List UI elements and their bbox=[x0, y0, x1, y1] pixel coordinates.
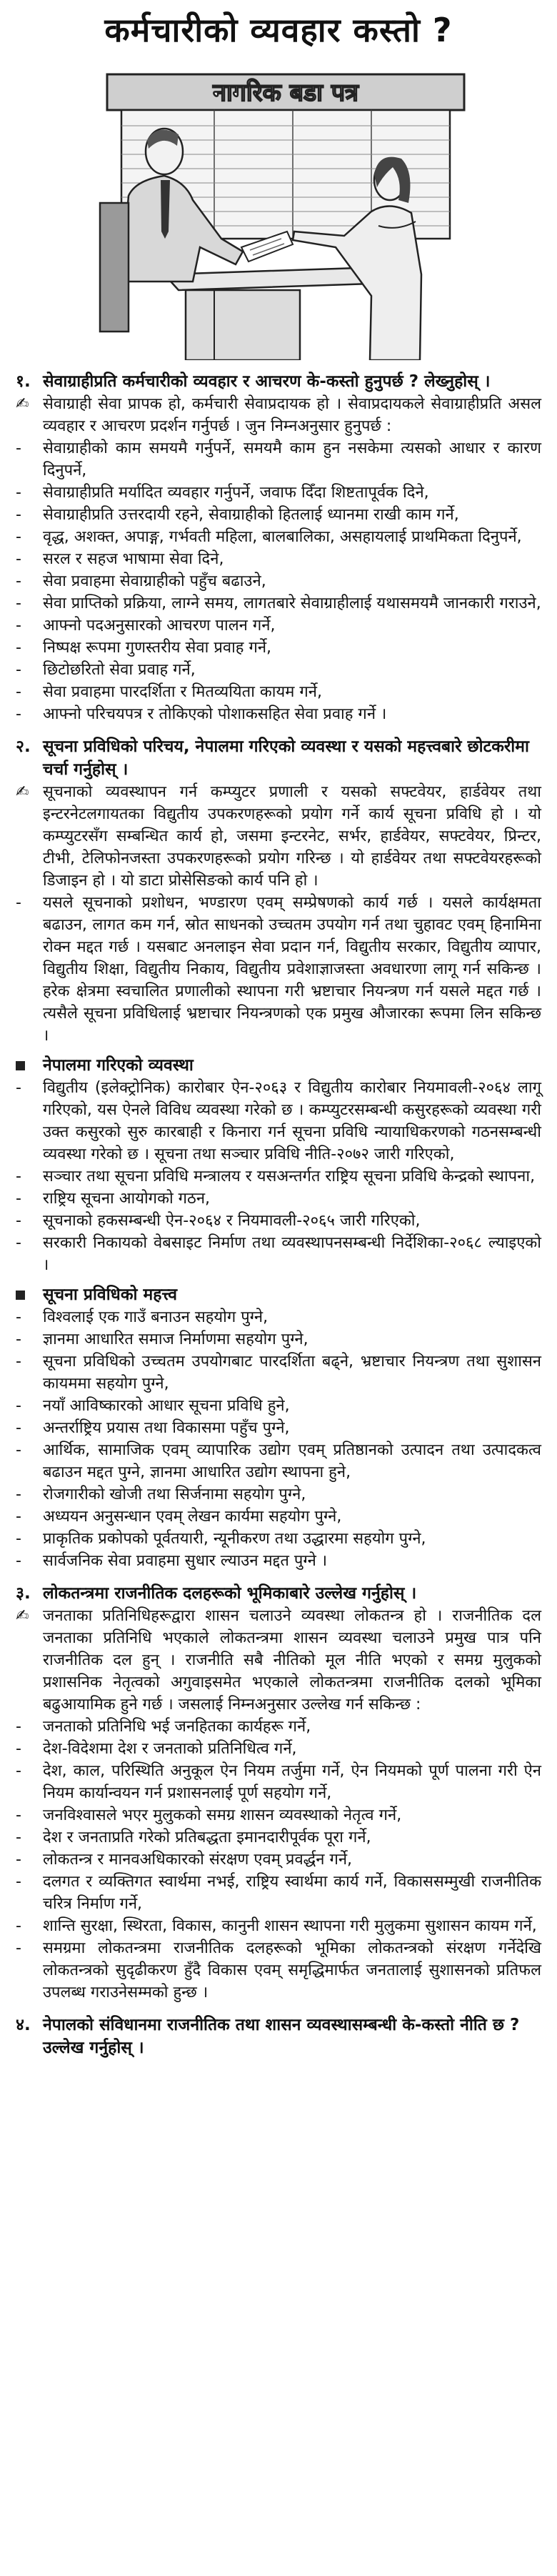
list-item-text: रोजगारीको खोजी तथा सिर्जनामा सहयोग पुग्ने, bbox=[43, 1486, 306, 1503]
dash-bullet: - bbox=[16, 1212, 21, 1230]
question-text: सूचना प्रविधिको परिचय, नेपालमा गरिएको व्यवस्था र यसको महत्त्वबारे छोटकरीमा चर्चा गर्नुहोस् । bbox=[43, 737, 529, 779]
list-item bbox=[16, 437, 541, 482]
writing-hand-icon: ✍ bbox=[16, 783, 29, 801]
list-item-text: सेवा प्रवाहमा पारदर्शिता र मितव्ययिता कायम गर्ने, bbox=[43, 683, 322, 701]
dash-bullet: - bbox=[16, 1486, 21, 1503]
dash-bullet: - bbox=[16, 1530, 21, 1548]
dash-bullet: - bbox=[16, 1806, 21, 1824]
dash-bullet: - bbox=[16, 572, 21, 590]
list-item bbox=[16, 1804, 541, 1826]
question-text: नेपालको संविधानमा राजनीतिक तथा शासन व्यवस्थासम्बन्धी के-कस्तो नीति छ ? उल्लेख गर्नुहोस् । bbox=[43, 2016, 520, 2057]
list-item bbox=[16, 1738, 541, 1760]
list-item bbox=[16, 1760, 541, 1804]
square-bullet-icon bbox=[16, 1283, 43, 1306]
subheading-text: नेपालमा गरिएको व्यवस्था bbox=[43, 1056, 194, 1075]
dash-bullet: - bbox=[16, 705, 21, 723]
list-item bbox=[16, 592, 541, 615]
dash-bullet: - bbox=[16, 1079, 21, 1097]
dash-bullet: - bbox=[16, 639, 21, 657]
q3-points-list bbox=[16, 1716, 541, 2004]
citizen-charter-illustration bbox=[79, 60, 478, 360]
list-item-text: अध्ययन अनुसन्धान एवम् लेखन कार्यमा सहयोग पुग्ने, bbox=[43, 1508, 342, 1526]
list-item bbox=[16, 1077, 541, 1165]
list-item-text: देश-विदेशमा देश र जनताको प्रतिनिधित्व गर्ने, bbox=[43, 1740, 297, 1758]
list-item-text: सरल र सहज भाषामा सेवा दिने, bbox=[43, 550, 224, 568]
list-item bbox=[16, 1528, 541, 1550]
list-item bbox=[16, 1483, 541, 1506]
dash-bullet: - bbox=[16, 1508, 21, 1526]
square-bullet-icon bbox=[16, 1054, 43, 1077]
list-item bbox=[16, 1506, 541, 1528]
subheading-importance bbox=[16, 1283, 541, 1306]
importance-list bbox=[16, 1306, 541, 1572]
list-item bbox=[16, 482, 541, 504]
dash-bullet: - bbox=[16, 484, 21, 502]
answer-text: सूचनाको व्यवस्थापन गर्न कम्प्युटर प्रणाली र यसको सफ्टवेयर, हार्डवेयर तथा इन्टरनेटलगायतका विद्युतीय उपकरणहरूको प्रयोग गर्ने कार्य सूचना प्रविधि हो । यो कम्प्युटरसँग सम्बन्धित कार्य हो, जसमा इन्टरनेट, सर्भर, हार्डवेयर, सफ्टवेयर, प्रिन्टर, टीभी, टेलिफोनजस्ता उपकरणहरूको प्रयोग गरिन्छ । यो हार्डवेयर तथा सफ्टवेयरहरूको डिजाइन हो । यो डाटा प्रोसेसिङको कार्य पनि हो । bbox=[43, 783, 541, 890]
dash-bullet: - bbox=[16, 550, 21, 568]
answer-intro bbox=[16, 1605, 541, 1716]
list-item bbox=[16, 1826, 541, 1849]
list-item-text: लोकतन्त्र र मानवअधिकारको संरक्षण एवम् प्रवर्द्धन गर्ने, bbox=[43, 1851, 353, 1869]
list-item bbox=[16, 703, 541, 725]
list-item bbox=[16, 1165, 541, 1188]
list-item bbox=[16, 548, 541, 570]
list-item-text: अन्तर्राष्ट्रिय प्रयास तथा विकासमा पहुँच पुग्ने, bbox=[43, 1419, 290, 1437]
question-text: सेवाग्राहीप्रति कर्मचारीको व्यवहार र आचरण के-कस्तो हुनुपर्छ ? लेख्नुहोस् । bbox=[43, 372, 491, 391]
list-item bbox=[16, 1232, 541, 1276]
office-desk bbox=[164, 267, 393, 360]
list-item-text: आफ्नो परिचयपत्र र तोकिएको पोशाकसहित सेवा प्रवाह गर्ने । bbox=[43, 705, 387, 723]
dash-bullet: - bbox=[16, 595, 21, 612]
list-item-text: सेवा प्राप्तिको प्रक्रिया, लाग्ने समय, लागतबारे सेवाग्राहीलाई यथासमयमै जानकारी गराउने, bbox=[43, 595, 541, 612]
list-item-text: आर्थिक, सामाजिक एवम् व्यापारिक उद्योग एवम् प्रतिष्ठानको उत्पादन तथा उत्पादकत्व बढाउन मद्दत पुग्ने, ज्ञानमा आधारित उद्योग स्थापना हुने, bbox=[43, 1441, 541, 1481]
list-item-text: जनविश्वासले भएर मुलुकको समग्र शासन व्यवस्थाको नेतृत्व गर्ने, bbox=[43, 1806, 402, 1824]
list-item-text: छिटोछरितो सेवा प्रवाह गर्ने, bbox=[43, 661, 196, 679]
list-item-text: दलगत र व्यक्तिगत स्वार्थमा नभई, राष्ट्रिय स्वार्थमा कार्य गर्ने, विकाससम्मुखी राजनीतिक चरित्र निर्माण गर्ने, bbox=[43, 1873, 541, 1913]
list-item bbox=[16, 1716, 541, 1738]
list-item-text: समग्रमा लोकतन्त्रमा राजनीतिक दलहरूको भूमिका लोकतन्त्रको संरक्षण गर्नेदेखि लोकतन्त्रको सुदृढीकरण हुँदै विकास एवम् समृद्धिमार्फत जनतालाई सुशासनको प्रतिफल उपलब्ध गराउनेसम्मको हुन्छ । bbox=[43, 1939, 541, 2001]
list-item bbox=[16, 1395, 541, 1417]
answer-text: सेवाग्राही सेवा प्रापक हो, कर्मचारी सेवाप्रदायक हो । सेवाप्रदायकले सेवाग्राहीप्रति असल व्यवहार र आचरण प्रदर्शन गर्नुपर्छ । जुन निम्नअनुसार हुनुपर्छ : bbox=[43, 395, 541, 435]
question-text: लोकतन्त्रमा राजनीतिक दलहरूको भूमिकाबारे उल्लेख गर्नुहोस् । bbox=[43, 1584, 417, 1603]
list-item bbox=[16, 1351, 541, 1395]
writing-hand-icon: ✍ bbox=[16, 395, 29, 413]
list-item bbox=[16, 681, 541, 703]
list-item bbox=[16, 1306, 541, 1328]
list-item bbox=[16, 526, 541, 548]
question-3 bbox=[16, 1582, 541, 1605]
list-item-text: विश्वलाई एक गाउँ बनाउन सहयोग पुग्ने, bbox=[43, 1308, 269, 1326]
list-item bbox=[16, 504, 541, 526]
answer-intro bbox=[16, 781, 541, 892]
dash-bullet: - bbox=[16, 661, 21, 679]
subheading-arrangements bbox=[16, 1054, 541, 1077]
question-number: ३. bbox=[16, 1584, 31, 1603]
list-item-text: विद्युतीय (इलेक्ट्रोनिक) कारोबार ऐन-२०६३ र विद्युतीय कारोबार नियमावली-२०६४ लागू गरिएको, यस ऐनले विविध व्यवस्था गरेको छ । कम्प्युटरसम्बन्धी कसुरहरूको व्यवस्था गरी उक्त कसुरको सुरु कारबाही र किनारा गर्न सूचना प्रविधि न्यायाधिकरणको गठनसम्बन्धी व्यवस्था गरेको छ । सूचना तथा सञ्चार प्रविधि नीति-२०७२ जारी गरिएको, bbox=[43, 1079, 541, 1163]
list-item-text: सूचना प्रविधिको उच्चतम उपयोगबाट पारदर्शिता बढ्ने, भ्रष्टाचार नियन्त्रण तथा सुशासन कायममा सहयोग पुग्ने, bbox=[43, 1353, 541, 1393]
list-item bbox=[16, 615, 541, 637]
list-item bbox=[16, 1439, 541, 1483]
list-item bbox=[16, 1188, 541, 1210]
dash-bullet: - bbox=[16, 439, 21, 457]
dash-bullet: - bbox=[16, 1718, 21, 1736]
answer-text: जनताका प्रतिनिधिहरूद्वारा शासन चलाउने व्यवस्था लोकतन्त्र हो । राजनीतिक दल जनताका प्रतिनिधि भएकाले लोकतन्त्रमा शासन व्यवस्था चलाउने प्रमुख पात्र पनि राजनीतिक दल हुन् । राजनीति सबै नीतिको मूल नीति भएको र समग्र मुलुकको प्रशासनिक नेतृत्वको अगुवाइसमेत भएकाले लोकतन्त्रमा राजनीतिक दलको भूमिका बढुआयामिक हुने गर्छ । जसलाई निम्नअनुसार उल्लेख गर्न सकिन्छ : bbox=[43, 1607, 541, 1714]
list-item-text: ज्ञानमा आधारित समाज निर्माणमा सहयोग पुग्ने, bbox=[43, 1331, 308, 1348]
dash-bullet: - bbox=[16, 1873, 21, 1891]
list-item-text: सञ्चार तथा सूचना प्रविधि मन्त्रालय र यसअन्तर्गत राष्ट्रिय सूचना प्रविधि केन्द्रको स्थापना, bbox=[43, 1168, 536, 1185]
dash-bullet: - bbox=[16, 894, 21, 912]
dash-bullet: - bbox=[16, 1308, 21, 1326]
list-item bbox=[16, 1849, 541, 1871]
list-item-text: देश, काल, परिस्थिति अनुकूल ऐन नियम तर्जुमा गर्ने, ऐन नियमको पूर्ण पालना गरी ऐन नियम कार्यान्वयन गर्न प्रशासनलाई पूर्ण सहयोग गर्ने, bbox=[43, 1762, 541, 1802]
list-item-text: वृद्ध, अशक्त, अपाङ्ग, गर्भवती महिला, बालबालिका, असहायलाई प्राथमिकता दिनुपर्ने, bbox=[43, 528, 522, 546]
list-item bbox=[16, 1937, 541, 2004]
list-item-text: सेवा प्रवाहमा सेवाग्राहीको पहुँच बढाउने, bbox=[43, 572, 266, 590]
dash-bullet: - bbox=[16, 1740, 21, 1758]
question-1 bbox=[16, 370, 541, 393]
question-number: २. bbox=[16, 737, 31, 756]
list-item bbox=[16, 659, 541, 681]
dash-bullet: - bbox=[16, 528, 21, 546]
answer-intro bbox=[16, 393, 541, 437]
list-item-text: शान्ति सुरक्षा, स्थिरता, विकास, कानुनी शासन स्थापना गरी मुलुकमा सुशासन कायम गर्ने, bbox=[43, 1917, 537, 1935]
list-item-text: राष्ट्रिय सूचना आयोगको गठन, bbox=[43, 1190, 211, 1208]
dash-bullet: - bbox=[16, 1552, 21, 1570]
list-item bbox=[16, 1328, 541, 1351]
dash-bullet: - bbox=[16, 1762, 21, 1780]
arrangements-list bbox=[16, 1077, 541, 1276]
list-item-text: सरकारी निकायको वेबसाइट निर्माण तथा व्यवस्थापनसम्बन्धी निर्देशिका-२०६८ ल्याइएको । bbox=[43, 1234, 541, 1274]
dash-bullet: - bbox=[16, 1851, 21, 1869]
page-title: कर्मचारीको व्यवहार कस्तो ? bbox=[104, 11, 453, 49]
q1-points-list bbox=[16, 437, 541, 725]
dash-bullet: - bbox=[16, 1331, 21, 1348]
dash-bullet: - bbox=[16, 1353, 21, 1371]
list-item-text: जनताको प्रतिनिधि भई जनहितका कार्यहरू गर्ने, bbox=[43, 1718, 311, 1736]
dash-bullet: - bbox=[16, 1441, 21, 1459]
dash-bullet: - bbox=[16, 1829, 21, 1846]
dash-bullet: - bbox=[16, 1168, 21, 1185]
question-number: १. bbox=[16, 372, 31, 391]
list-item-text: सूचनाको हकसम्बन्धी ऐन-२०६४ र नियमावली-२०६५ जारी गरिएको, bbox=[43, 1212, 421, 1230]
question-2 bbox=[16, 735, 541, 781]
list-item-text: देश र जनताप्रति गरेको प्रतिबद्धता इमानदारीपूर्वक पूरा गर्ने, bbox=[43, 1829, 371, 1846]
list-item-text: सेवाग्राहीप्रति मर्यादित व्यवहार गर्नुपर्ने, जवाफ दिँदा शिष्टतापूर्वक दिने, bbox=[43, 484, 429, 502]
writing-hand-icon: ✍ bbox=[16, 1607, 29, 1625]
dash-bullet: - bbox=[16, 506, 21, 524]
dash-bullet: - bbox=[16, 1939, 21, 1957]
dash-bullet: - bbox=[16, 1397, 21, 1415]
question-number: ४. bbox=[16, 2016, 31, 2034]
dash-bullet: - bbox=[16, 617, 21, 635]
dash-bullet: - bbox=[16, 683, 21, 701]
list-item bbox=[16, 892, 541, 1047]
list-item bbox=[16, 1550, 541, 1572]
dash-bullet: - bbox=[16, 1419, 21, 1437]
list-item-text: निष्पक्ष रूपमा गुणस्तरीय सेवा प्रवाह गर्ने, bbox=[43, 639, 272, 657]
list-item bbox=[16, 570, 541, 592]
list-item bbox=[16, 637, 541, 659]
dash-bullet: - bbox=[16, 1190, 21, 1208]
list-item bbox=[16, 1871, 541, 1915]
list-item-text: प्राकृतिक प्रकोपको पूर्वतयारी, न्यूनीकरण तथा उद्धारमा सहयोग पुग्ने, bbox=[43, 1530, 426, 1548]
dash-bullet: - bbox=[16, 1917, 21, 1935]
subheading-text: सूचना प्रविधिको महत्त्व bbox=[43, 1285, 178, 1304]
list-item bbox=[16, 1210, 541, 1232]
answer-paragraph: यसले सूचनाको प्रशोधन, भण्डारण एवम् सम्प्रेषणको कार्य गर्छ । यसले कार्यक्षमता बढाउन, लागत कम गर्न, स्रोत साधनको उच्चतम उपयोग गर्न तथा चुहावट एवम् हिनामिना रोक्न मद्दत गर्छ । यसबाट अनलाइन सेवा प्रदान गर्न, विद्युतीय सरकार, विद्युतीय व्यापार, विद्युतीय शिक्षा, विद्युतीय निकाय, विद्युतीय प्रवेशाज्ञाजस्ता अवधारणा लागू गर्न सकिन्छ । हरेक क्षेत्रमा स्वचालित प्रणालीको स्थापना गरी भ्रष्टाचार नियन्त्रण गर्न यसले मद्दत गर्छ । त्यसैले सूचना प्रविधिलाई भ्रष्टाचार नियन्त्रणको एक प्रमुख औजारका रूपमा लिन सकिन्छ । bbox=[43, 894, 541, 1045]
dash-bullet: - bbox=[16, 1234, 21, 1252]
board-sign-text: नागरिक बडा पत्र bbox=[213, 79, 358, 107]
list-item-text: सेवाग्राहीप्रति उत्तरदायी रहने, सेवाग्राहीको हितलाई ध्यानमा राखी काम गर्ने, bbox=[43, 506, 459, 524]
list-item-text: नयाँ आविष्कारको आधार सूचना प्रविधि हुने, bbox=[43, 1397, 290, 1415]
list-item bbox=[16, 1417, 541, 1439]
list-item bbox=[16, 1915, 541, 1937]
list-item-text: सेवाग्राहीको काम समयमै गर्नुपर्ने, समयमै काम हुन नसकेमा त्यसको आधार र कारण दिनुपर्ने, bbox=[43, 439, 541, 479]
question-4 bbox=[16, 2014, 541, 2059]
list-item-text: आफ्नो पदअनुसारको आचरण पालन गर्ने, bbox=[43, 617, 276, 635]
list-item-text: सार्वजनिक सेवा प्रवाहमा सुधार ल्याउन मद्दत पुग्ने । bbox=[43, 1552, 328, 1570]
